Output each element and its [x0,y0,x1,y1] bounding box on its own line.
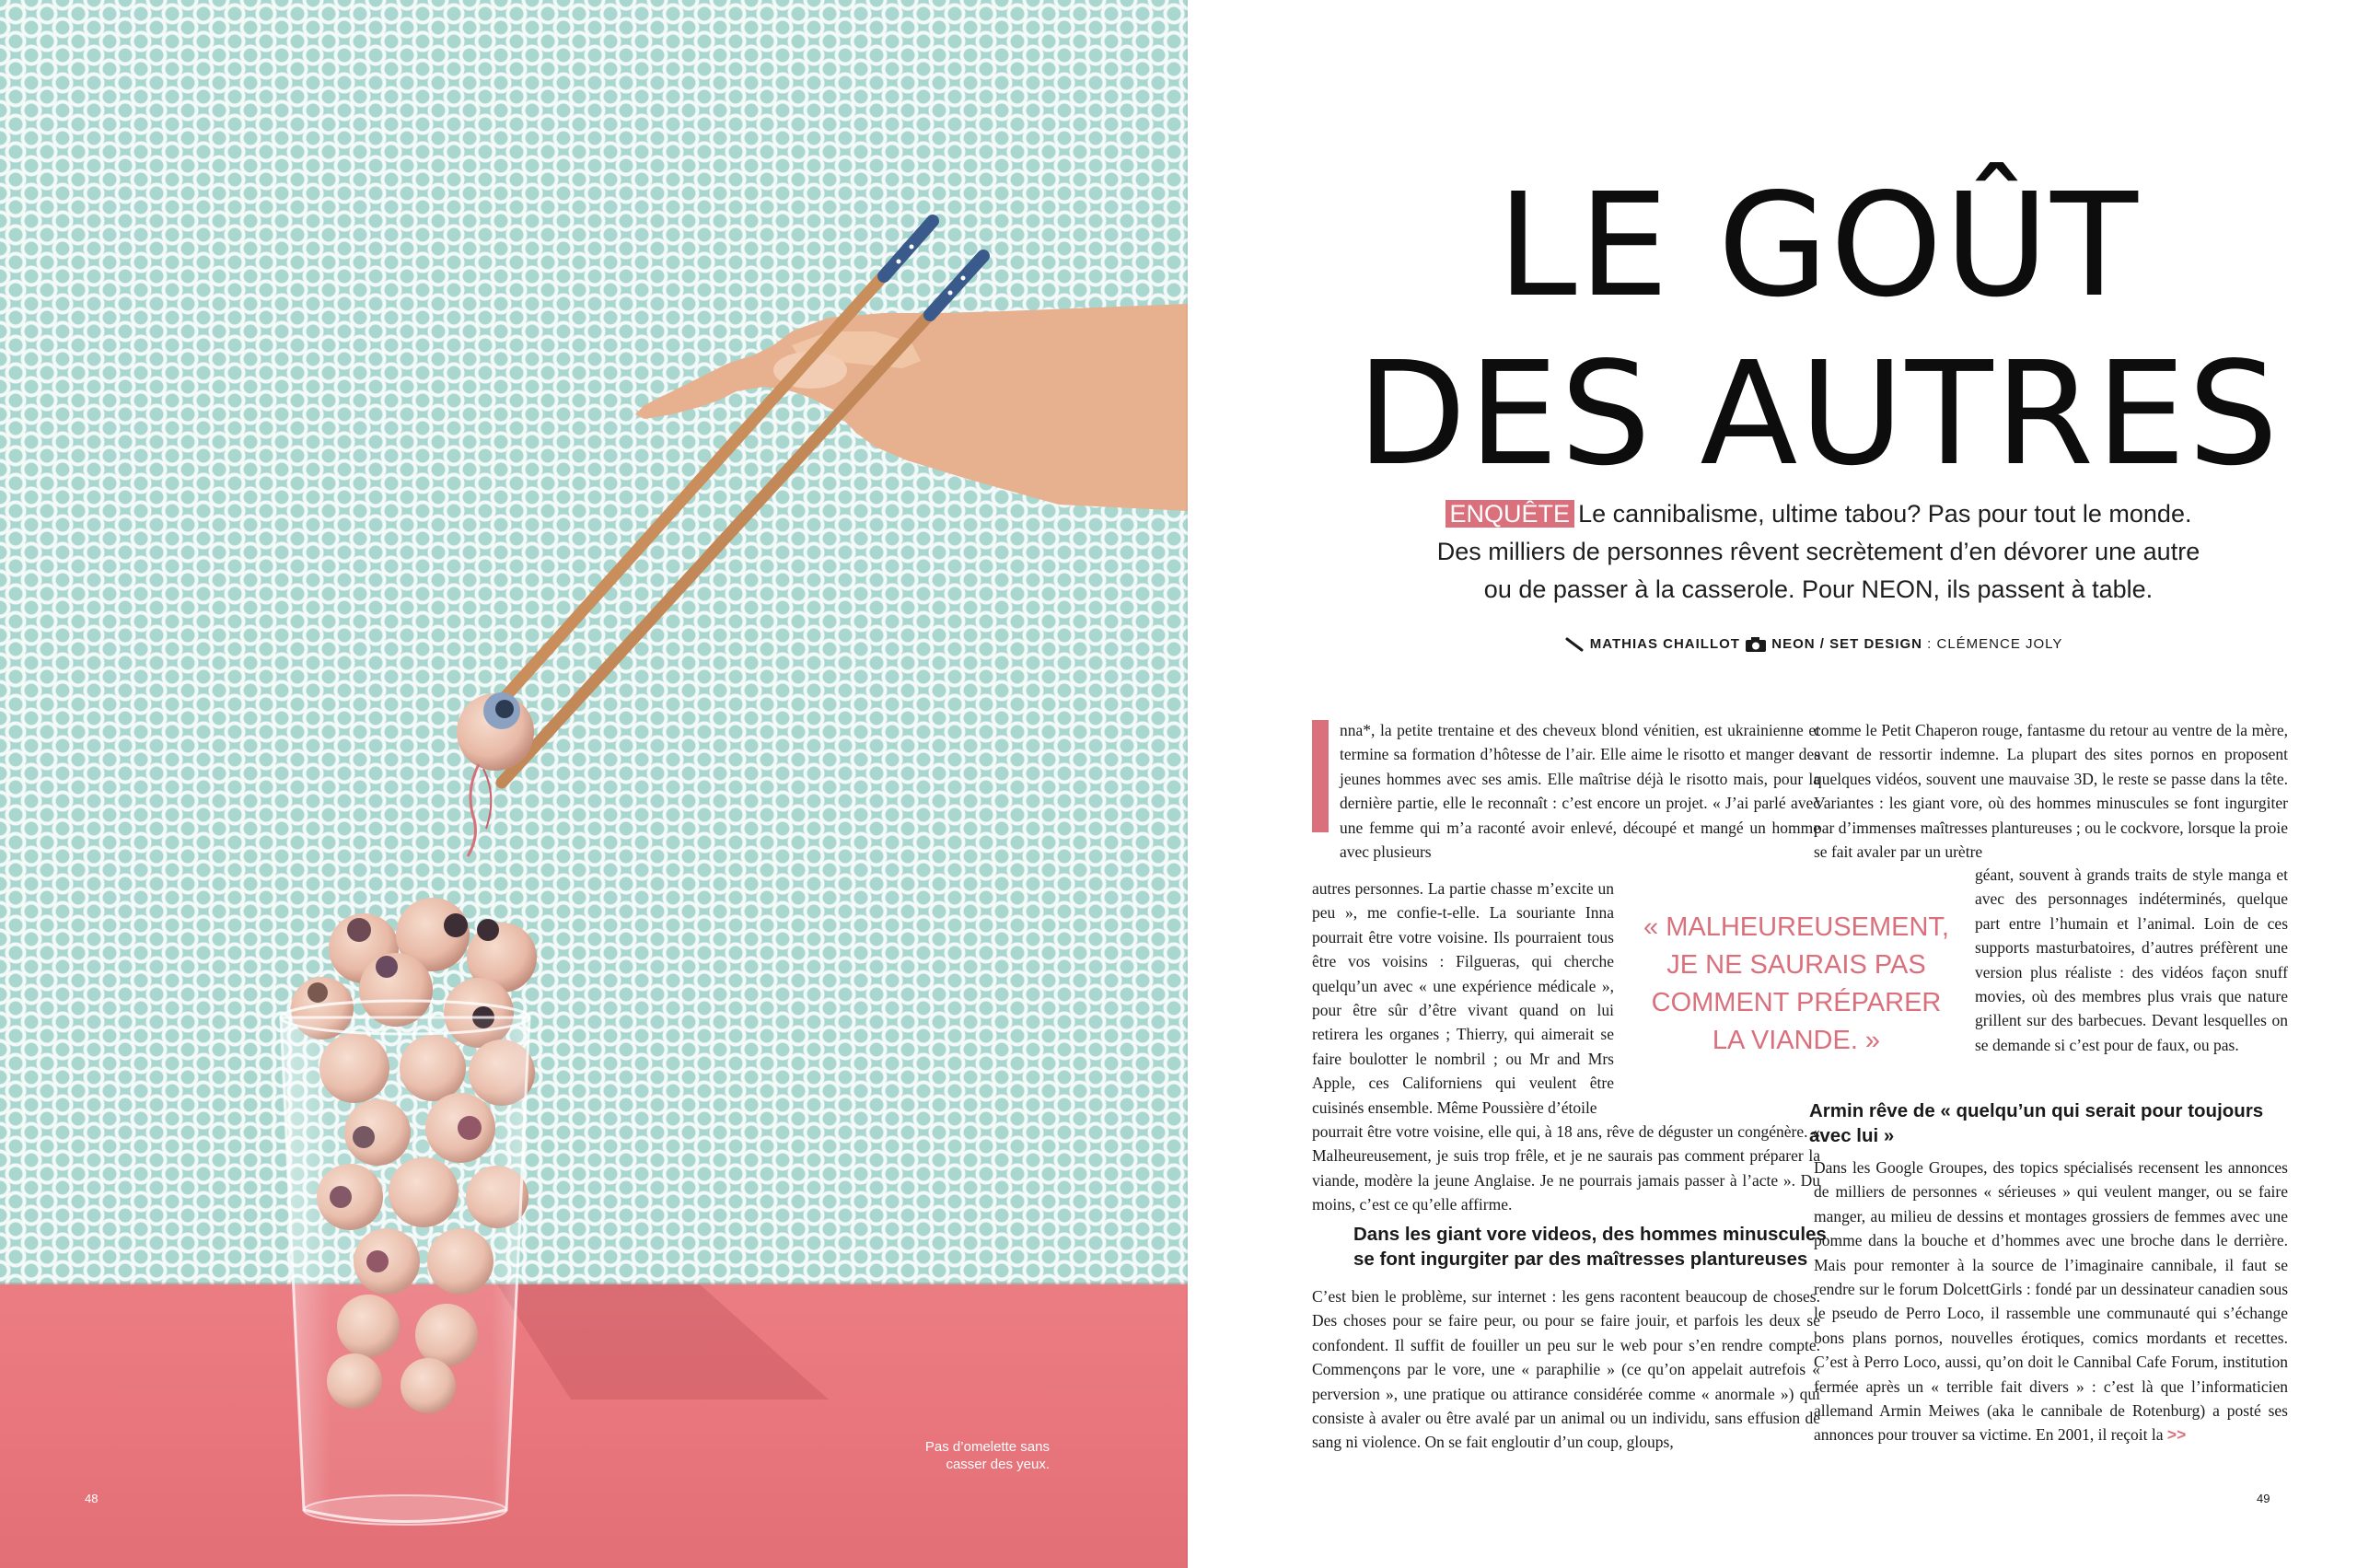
paragraph: pourrait être votre voisine, elle qui, à 18 ans, rêve de déguster un congénère. « Malheureusement, je suis trop frêle, et je ne saurais pas comment préparer la viande, modère la jeune Anglaise. Je ne pourrais jamais passer à l’acte ». Du moins, c’est ce qu’elle affirme. [1312,1122,1820,1214]
continue-arrows: >> [2166,1425,2187,1445]
chopsticks [470,221,983,783]
hanging-eyeball [457,692,534,856]
subheading: Armin rêve de « quelqu’un qui serait pour toujours avec lui » [1809,1100,2264,1146]
body-text [1312,1120,1820,1217]
glass-of-eyeballs [281,898,537,1525]
paragraph: nna*, la petite trentaine et des cheveux blond vénitien, est ukrainienne et termine sa formation d’hôtesse de l’air. Elle aime le risotto et manger des jeunes hommes avec ses amis. Elle maîtrise déjà le risotto mais, pour la dernière partie, elle le reconnaît : c’est encore un projet. « J’ai parlé avec une femme qui m’a raconté avoir enlevé, découpé et mangé un homme avec plusieurs [1340,721,1820,862]
section-tag: ENQUÊTE [1446,500,1575,528]
title-line: LE GOÛT [1497,162,2140,329]
paragraph: autres personnes. La partie chasse m’excite un peu », me confie-t-elle. La souriante Inna pourrait être votre voisine. Ils pourraient tous être vos voisins : Filgueras, qui cherche quelqu’un avec « une expérience médicale », pour être sûr d’être vivant quand on lui retirera les organes ; Thierry, qui aimerait se faire boulotter le nombril ; ou Mr and Mrs Apple, ces Californiens qui veulent être cuisinés ensemble. Même Poussière d’étoile [1312,879,1614,1117]
paragraph: comme le Petit Chaperon rouge, fantasme du retour au ventre de la mère, avant de ressortir indemne. La plupart des sites pornos en proposent quelques vidéos, souvent une mauvaise 3D, le reste se passe dans la tête. Variantes : les giant vore, où des hommes minuscules se font ingurgiter par d’immenses maîtresses plantureuses ; ou le cockvore, lorsque la proie se fait avaler par un urètre [1814,721,2288,862]
title-line: DES AUTRES [1356,331,2281,497]
author-name: MATHIAS CHAILLOT [1589,636,1740,652]
body-text [1814,1156,2288,1447]
page-number-left: 48 [85,1492,99,1505]
standfirst-line: ou de passer à la casserole. Pour NEON, ils passent à table. [1483,575,2154,603]
subheading: Dans les giant vore videos, des hommes minuscules se font ingurgiter par des maîtresses plantureuses [1353,1224,1827,1270]
pen-icon [1565,637,1585,652]
set-design-label: / SET DESIGN [1819,636,1922,652]
photo-credit: NEON [1771,636,1816,652]
camera-icon [1745,636,1767,653]
set-design-name: : CLÉMENCE JOLY [1927,636,2063,652]
paragraph: Dans les Google Groupes, des topics spécialisés recensent les annonces de milliers de personnes « sérieuses » qui veulent manger, ou se faire manger, au milieu de dessins et montages grossiers de femmes avec une pomme dans la bouche et d’hommes avec une broche dans le derrière. Mais pour remonter à la source de l’imaginaire cannibale, il faut se rendre sur le forum DolcettGirls : fondé par un dessinateur canadien sous le pseudo de Perro Loco, il rassemble une communauté qui s’échange bons plans pornos, nouvelles érotiques, comics mordants et recettes. C’est à Perro Loco, aussi, qu’on doit le Cannibal Cafe Forum, institution fermée après un « terrible fait divers » : c’est là que l’informaticien allemand Armin Meiwes (aka le cannibale de Rotenburg) a posté ses annonces pour trouver sa victime. En 2001, il reçoit la [1814,1158,2288,1445]
caption-line: casser des yeux. [946,1457,1050,1472]
spine-gutter [1186,0,1188,1568]
body-text [1340,718,1820,864]
article-title [1298,161,2339,498]
caption-line: Pas d’omelette sans [924,1439,1050,1455]
page-number-right: 49 [2257,1492,2270,1505]
paragraph: C’est bien le problème, sur internet : les gens racontent beaucoup de choses. Des choses pour se faire peur, ou pour se faire jouir, et parfois les deux se confondent. Il suffit de fouiller un peu sur le web pour s’en rendre compte. Commençons par le vore, une « paraphilie » (ce qu’on appelait autrefois « perversion », une pratique ou attirance considérée comme « anormale ») qui consiste à avaler ou être avalé par un animal ou un individu, sans effusion de sang ni violence. On se fait engloutir d’un coup, gloups, [1312,1287,1820,1452]
standfirst [1395,495,2242,609]
pull-quote: « MALHEUREUSEMENT, JE NE SAURAIS PAS COMMENT PRÉPARER LA VIANDE. » [1643,912,1949,1055]
body-text [1312,1284,1820,1455]
body-text [1814,718,2288,864]
photo-caption [865,1438,1050,1473]
standfirst-line: Le cannibalisme, ultime tabou? Pas pour tout le monde. [1578,500,2192,528]
paragraph: géant, souvent à grands traits de style manga et avec des personnages indéterminés, quelque part entre l’humain et l’animal. Loin de ces supports masturbatoires, d’autres préfèrent une version plus réaliste : des vidéos façon snuff movies, où des membres plus vrais que nature grillent sur des barbecues. Devant lesquelles on se demande si c’est pour de faux, ou pas. [1975,865,2288,1054]
credits-line [1547,636,2081,653]
standfirst-line: Des milliers de personnes rêvent secrètement d’en dévorer une autre [1436,538,2200,565]
body-text [1975,863,2288,1057]
drop-cap [1312,720,1329,832]
body-text [1312,877,1614,1120]
